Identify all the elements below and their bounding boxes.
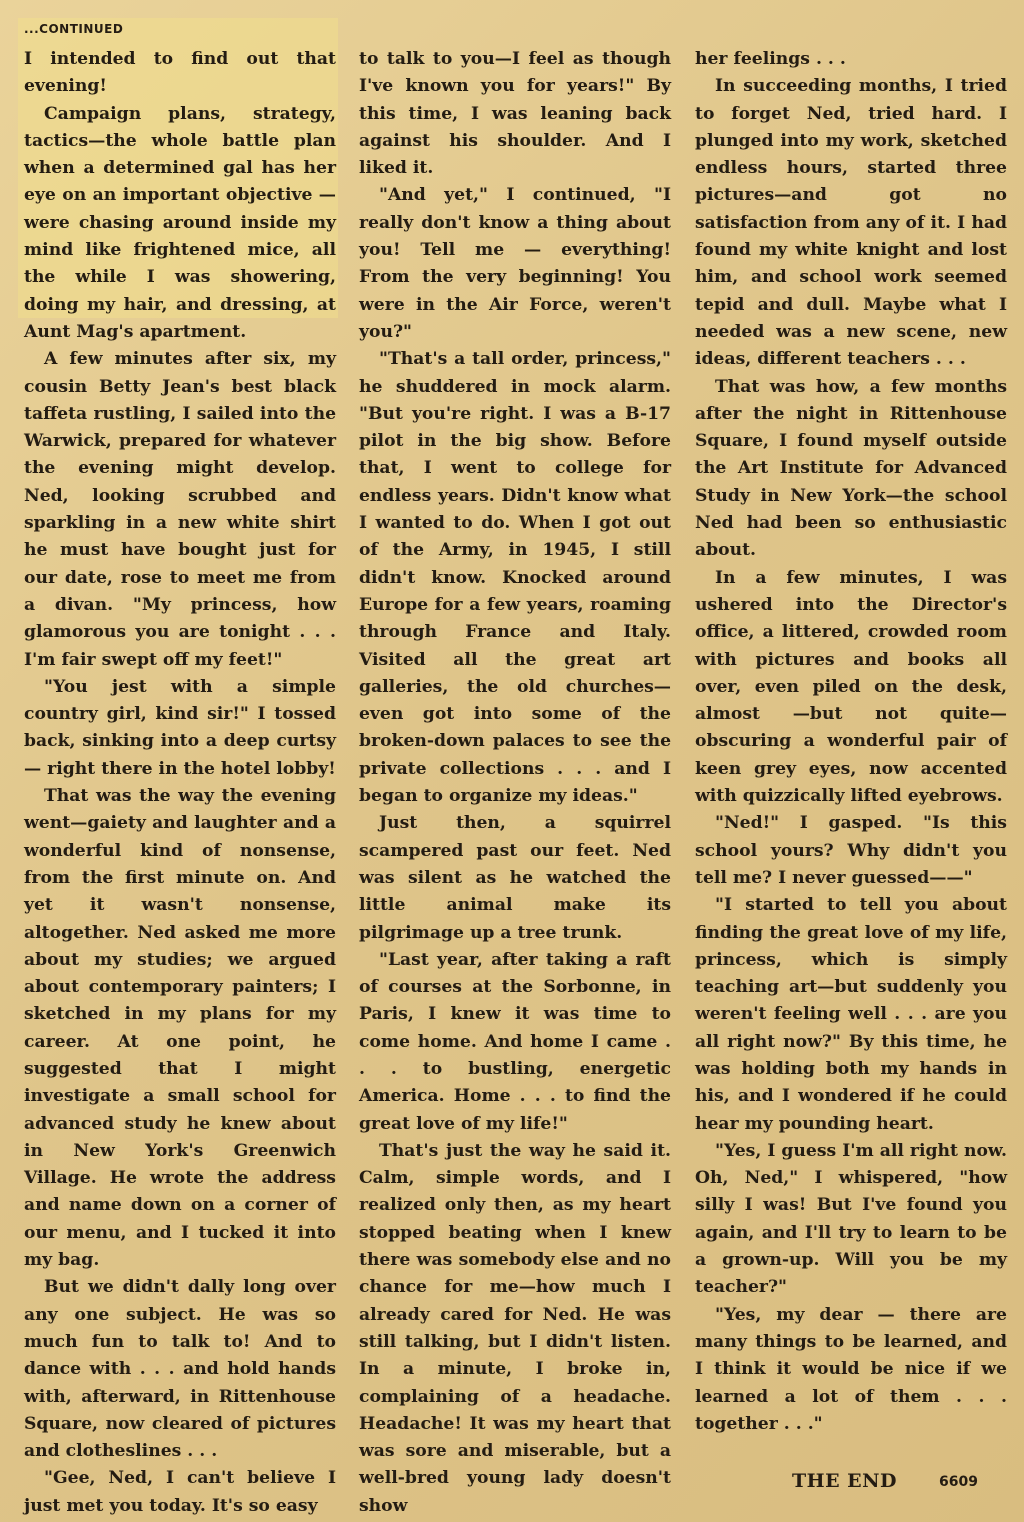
footer <box>792 1470 1012 1500</box>
paragraph: "And yet," I continued, "I really don't know a thing about you! Tell me — everything! From the very beginning! You were in the Air Force, weren't you?" <box>359 185 671 342</box>
paragraph: In a few minutes, I was ushered into the Director's office, a littered, crowded room with pictures and books all over, even piled on the desk, almost —but not quite—obscuring a wonderful pair of keen grey eyes, now accented with quizzically lifted eyebrows. <box>695 567 1007 807</box>
paragraph: "Last year, after taking a raft of courses at the Sorbonne, in Paris, I knew it was time to come home. And home I came . . . to bustling, energetic America. Home . . . to find the great love of my life!" <box>359 949 671 1134</box>
paragraph: Just then, a squirrel scampered past our feet. Ned was silent as he watched the little animal make its pilgrimage up a tree trunk. <box>359 813 671 943</box>
paragraph: "Yes, I guess I'm all right now. Oh, Ned," I whispered, "how silly I was! But I've found you again, and I'll try to learn to be a grown-up. Will you be my teacher?" <box>695 1140 1007 1298</box>
paragraph: "I started to tell you about finding the great love of my life, princess, which is simply teaching art—but suddenly you weren't feeling well . . . are you all right now?" By this time, he was holding both my hands in his, and I wondered if he could hear my pounding heart. <box>695 895 1007 1134</box>
paragraph: That was how, a few months after the night in Rittenhouse Square, I found myself outside the Art Institute for Advanced Study in New York—the school Ned had been so enthusiastic about. <box>695 376 1007 561</box>
paragraph: That's just the way he said it. Calm, simple words, and I realized only then, as my heart stopped beating when I knew there was somebody else and no chance for me—how much I already cared for Ned. He was still talking, but I didn't listen. In a minute, I broke in, complaining of a headache. Headache! It was my heart that was sore and miserable, but a well-bred young lady doesn't show <box>359 1140 671 1516</box>
paragraph: "Yes, my dear — there are many things to be learned, and I think it would be nice if we learned a lot of them . . . together . . ." <box>695 1304 1007 1434</box>
paragraph: A few minutes after six, my cousin Betty Jean's best black taffeta rustling, I sailed into the Warwick, prepared for whatever the evening might develop. Ned, looking scrubbed and sparkling in a new white shirt he must have bought just for our date, rose to meet me from a divan. "My princess, how glamorous you are tonight . . . I'm fair swept off my feet!" <box>24 349 336 670</box>
text-column-3 <box>695 46 1007 1438</box>
page-code: 6609 <box>939 1474 978 1490</box>
text-column-2 <box>359 46 671 1520</box>
paragraph: "You jest with a simple country girl, kind sir!" I tossed back, sinking into a deep curtsy — right there in the hotel lobby! <box>24 676 336 779</box>
paragraph: Campaign plans, strategy, tactics—the whole battle plan when a determined gal has her eye on an important objective — were chasing around inside my mind like frightened mice, all the while I was showering, doing my hair, and dressing, at Aunt Mag's apartment. <box>24 103 336 342</box>
the-end-label: THE END <box>792 1470 898 1492</box>
text-column-1 <box>24 46 336 1520</box>
paragraph: I intended to find out that evening! <box>24 49 336 97</box>
paragraph: That was the way the evening went—gaiety and laughter and a wonderful kind of nonsense, from the first minute on. And yet it wasn't nonsense, altogether. Ned asked me more about my studies; we argued about contemporary painters; I sketched in my plans for my career. At one point, he suggested that I might investigate a small school for advanced study he knew about in New York's Greenwich Village. He wrote the address and name down on a corner of our menu, and I tucked it into my bag. <box>24 786 336 1271</box>
paragraph: But we didn't dally long over any one subject. He was so much fun to talk to! And to dance with . . . and hold hands with, afterward, in Rittenhouse Square, now cleared of pictures and clotheslines . . . <box>24 1277 336 1462</box>
paragraph: "Ned!" I gasped. "Is this school yours? Why didn't you tell me? I never guessed——" <box>695 813 1007 888</box>
paragraph: to talk to you—I feel as though I've known you for years!" By this time, I was leaning back against his shoulder. And I liked it. <box>359 49 671 179</box>
paragraph: her feelings . . . <box>695 49 846 69</box>
paragraph: "Gee, Ned, I can't believe I just met you today. It's so easy <box>24 1468 336 1516</box>
continued-label: ...CONTINUED <box>24 22 124 36</box>
paragraph: In succeeding months, I tried to forget Ned, tried hard. I plunged into my work, sketched endless hours, started three pictures—and got no satisfaction from any of it. I had found my white knight and lost him, and school work seemed tepid and dull. Maybe what I needed was a new scene, new ideas, different teachers . . . <box>695 76 1007 370</box>
paragraph: "That's a tall order, princess," he shuddered in mock alarm. "But you're right. I was a B-17 pilot in the big show. Before that, I went to college for endless years. Didn't know what I wanted to do. When I got out of the Army, in 1945, I still didn't know. Knocked around Europe for a few years, roaming through France and Italy. Visited all the great art galleries, the old churches—even got into some of the broken-down palaces to see the private collections . . . and I began to organize my ideas." <box>359 349 671 807</box>
